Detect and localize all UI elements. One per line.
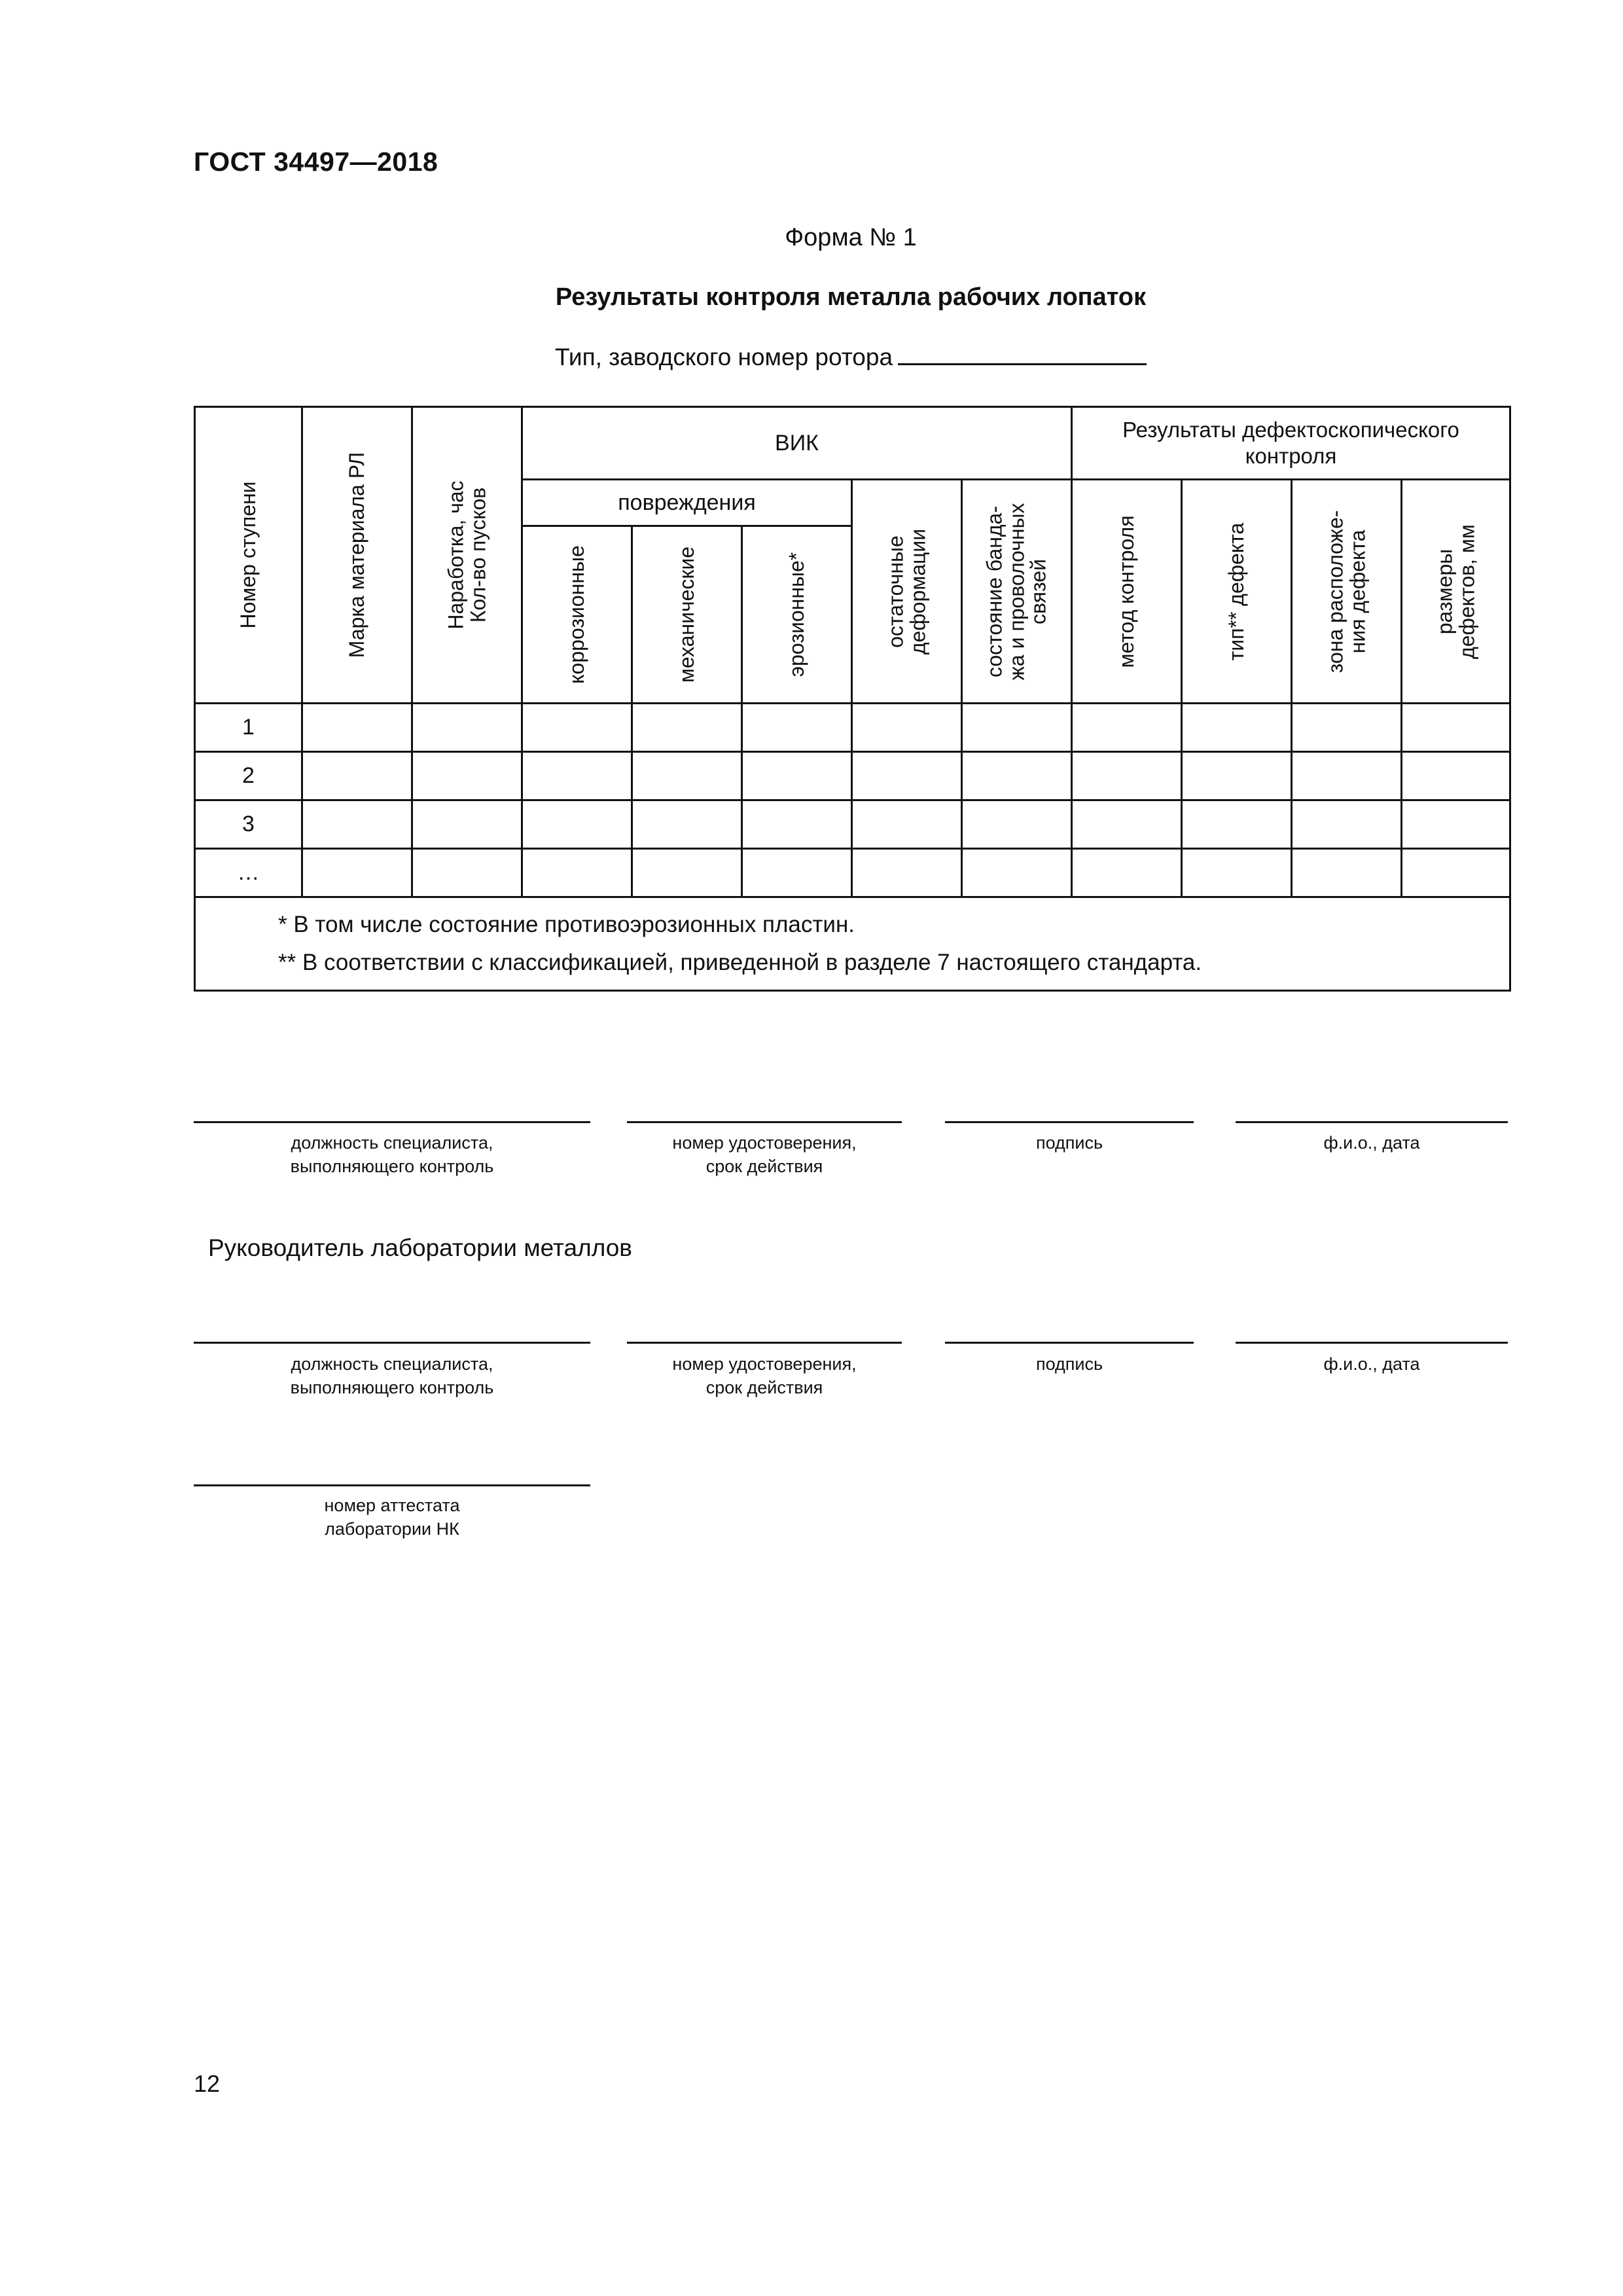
table-cell[interactable] <box>1182 704 1292 752</box>
table-cell[interactable] <box>1402 800 1510 849</box>
table-cell[interactable] <box>632 752 742 800</box>
rotor-blank-field <box>898 344 1147 365</box>
header-vik: ВИК <box>522 407 1072 480</box>
header-mechanical: механические <box>632 526 742 704</box>
lab-head-label: Руководитель лаборатории металлов <box>208 1234 632 1261</box>
attestation-line[interactable] <box>194 1484 590 1486</box>
signature-line[interactable] <box>945 1121 1194 1123</box>
table-cell[interactable] <box>742 800 852 849</box>
table-cell[interactable] <box>522 752 632 800</box>
name-date-line[interactable] <box>1236 1121 1508 1123</box>
table-row <box>195 752 1510 800</box>
table-cell[interactable] <box>962 752 1072 800</box>
header-bandage: состояние банда- жа и проволочных связей <box>962 480 1072 704</box>
table-cell[interactable] <box>522 704 632 752</box>
certificate-caption: номер удостоверения, срок действия <box>672 1133 857 1176</box>
header-damage: повреждения <box>522 480 852 526</box>
table-cell[interactable] <box>962 849 1072 897</box>
name-date-line[interactable] <box>1236 1342 1508 1344</box>
table-notes <box>195 897 1510 991</box>
position-line[interactable] <box>194 1342 590 1344</box>
table-cell[interactable] <box>962 704 1072 752</box>
table-cell[interactable] <box>522 800 632 849</box>
name-date-caption: ф.и.о., дата <box>1323 1354 1420 1374</box>
position-caption: должность специалиста, выполняющего контроль <box>290 1354 494 1397</box>
attestation-caption: номер аттестата лаборатории НК <box>324 1496 460 1539</box>
note-erosion: * В том числе состояние противоэрозионных пластин. <box>278 912 855 937</box>
table-cell[interactable] <box>412 704 522 752</box>
header-erosion: эрозионные* <box>742 526 852 704</box>
rotor-label: Тип, заводского номер ротора <box>554 344 893 370</box>
table-cell[interactable] <box>632 704 742 752</box>
results-table <box>194 406 1511 992</box>
standard-header: ГОСТ 34497—2018 <box>194 147 438 177</box>
table-cell[interactable] <box>1292 704 1402 752</box>
signature-line[interactable] <box>945 1342 1194 1344</box>
table-cell[interactable] <box>412 800 522 849</box>
table-cell[interactable] <box>1072 752 1182 800</box>
header-residual: остаточные деформации <box>852 480 962 704</box>
table-cell[interactable] <box>1072 849 1182 897</box>
name-date-caption: ф.и.о., дата <box>1323 1133 1420 1153</box>
header-size: размеры дефектов, мм <box>1402 480 1510 704</box>
row-stage-number: 1 <box>195 704 302 752</box>
table-cell[interactable] <box>742 752 852 800</box>
header-method: метод контроля <box>1072 480 1182 704</box>
table-cell[interactable] <box>852 752 962 800</box>
table-cell[interactable] <box>412 849 522 897</box>
table-cell[interactable] <box>1402 849 1510 897</box>
table-cell[interactable] <box>852 704 962 752</box>
table-cell[interactable] <box>632 849 742 897</box>
signature-caption: подпись <box>1035 1133 1103 1153</box>
form-number: Форма № 1 <box>785 224 917 251</box>
certificate-caption: номер удостоверения, срок действия <box>672 1354 857 1397</box>
table-cell[interactable] <box>522 849 632 897</box>
table-cell[interactable] <box>1402 752 1510 800</box>
signature-caption: подпись <box>1035 1354 1103 1374</box>
certificate-line[interactable] <box>627 1342 902 1344</box>
table-cell[interactable] <box>1182 752 1292 800</box>
table-cell[interactable] <box>302 800 412 849</box>
table-cell[interactable] <box>1072 704 1182 752</box>
header-defect-results: Результаты дефектоскопического контроля <box>1072 407 1510 480</box>
table-cell[interactable] <box>1402 704 1510 752</box>
table-cell[interactable] <box>1292 800 1402 849</box>
rotor-line <box>0 344 1623 371</box>
header-defect-type: тип** дефекта <box>1182 480 1292 704</box>
header-zone: зона расположе- ния дефекта <box>1292 480 1402 704</box>
row-stage-number: 2 <box>195 752 302 800</box>
table-row <box>195 800 1510 849</box>
table-cell[interactable] <box>1182 849 1292 897</box>
page-number: 12 <box>194 2070 221 2097</box>
table-cell[interactable] <box>302 752 412 800</box>
table-row <box>195 849 1510 897</box>
table-cell[interactable] <box>302 849 412 897</box>
table-row <box>195 704 1510 752</box>
table-cell[interactable] <box>1292 752 1402 800</box>
row-stage-number: 3 <box>195 800 302 849</box>
header-runtime: Наработка, час Кол-во пусков <box>412 407 522 704</box>
table-cell[interactable] <box>412 752 522 800</box>
table-cell[interactable] <box>1182 800 1292 849</box>
table-cell[interactable] <box>742 704 852 752</box>
position-line[interactable] <box>194 1121 590 1123</box>
table-cell[interactable] <box>632 800 742 849</box>
table-cell[interactable] <box>742 849 852 897</box>
table-cell[interactable] <box>962 800 1072 849</box>
table-cell[interactable] <box>1292 849 1402 897</box>
header-stage: Номер ступени <box>195 407 302 704</box>
note-classification: ** В соответствии с классификацией, приведенной в разделе 7 настоящего стандарта. <box>278 950 1202 975</box>
form-title: Результаты контроля металла рабочих лопаток <box>555 283 1147 311</box>
header-corrosion: коррозионные <box>522 526 632 704</box>
row-stage-number: … <box>195 849 302 897</box>
table-cell[interactable] <box>1072 800 1182 849</box>
header-material: Марка материала РЛ <box>302 407 412 704</box>
position-caption: должность специалиста, выполняющего контроль <box>290 1133 494 1176</box>
table-cell[interactable] <box>852 800 962 849</box>
table-cell[interactable] <box>852 849 962 897</box>
table-cell[interactable] <box>302 704 412 752</box>
certificate-line[interactable] <box>627 1121 902 1123</box>
